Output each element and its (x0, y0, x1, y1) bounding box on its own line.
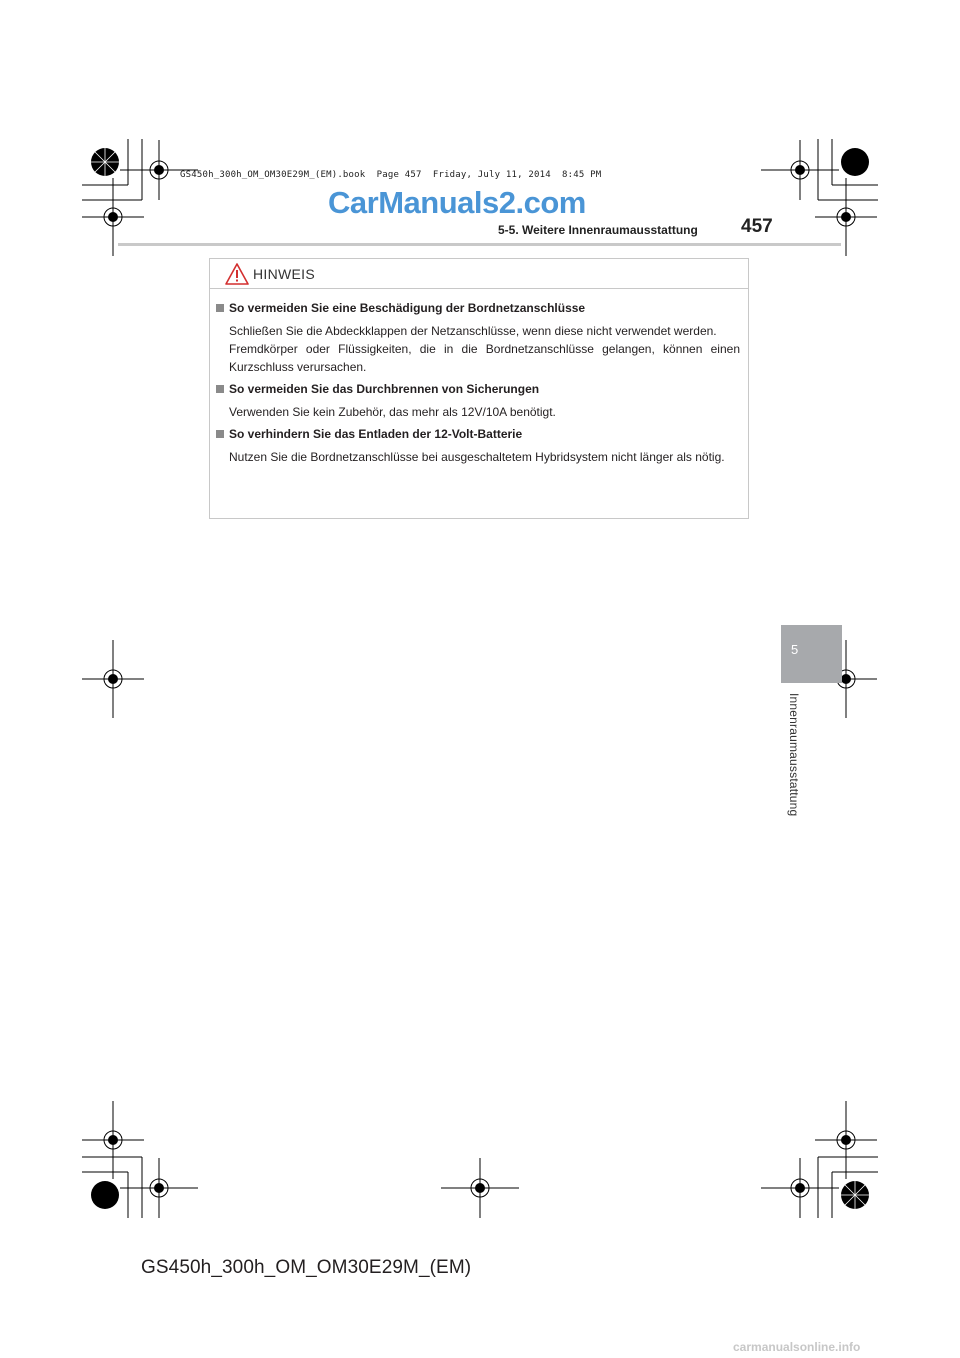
item-paragraph: Fremdkörper oder Flüssigkeiten, die in die Bordnetzanschlüsse gelangen, können einen Kurzschluss verursachen. (229, 342, 740, 374)
chapter-number: 5 (791, 642, 799, 657)
notice-box (209, 258, 749, 519)
item-paragraph: Verwenden Sie kein Zubehör, das mehr als 12V/10A benötigt. (229, 405, 556, 419)
item-heading (216, 380, 740, 398)
page-number: 457 (741, 216, 773, 237)
chapter-tab (781, 625, 842, 683)
item-paragraph: Schließen Sie die Abdeckklappen der Netzanschlüsse, wenn diese nicht verwendet werden. (229, 324, 717, 338)
notice-header (210, 259, 748, 289)
item-heading (216, 425, 740, 443)
book-file-line: GS450h_300h_OM_OM30E29M_(EM).book Page 457 Friday, July 11, 2014 8:45 PM (180, 170, 602, 180)
watermark-bottom: carmanualsonline.info (733, 1340, 861, 1354)
item-paragraph: Nutzen Sie die Bordnetzanschlüsse bei ausgeschaltetem Hybridsystem nicht länger als nötig. (229, 450, 725, 464)
notice-title: HINWEIS (253, 266, 315, 282)
chapter-label: Innenraumausstattung (787, 693, 801, 817)
square-bullet-icon (216, 385, 224, 393)
square-bullet-icon (216, 430, 224, 438)
notice-body (216, 299, 740, 466)
footer-code: GS450h_300h_OM_OM30E29M_(EM) (141, 1257, 472, 1278)
header-rule (118, 243, 841, 246)
item-heading-text: So vermeiden Sie das Durchbrennen von Sicherungen (229, 382, 540, 396)
square-bullet-icon (216, 304, 224, 312)
section-title: 5-5. Weitere Innenraumausstattung (498, 223, 698, 237)
item-heading-text: So verhindern Sie das Entladen der 12-Volt-Batterie (229, 427, 523, 441)
item-heading-text: So vermeiden Sie eine Beschädigung der Bordnetzanschlüsse (229, 301, 586, 315)
warning-triangle-icon (225, 263, 249, 285)
item-heading (216, 299, 740, 317)
watermark-logo: CarManuals2.com (328, 185, 586, 220)
